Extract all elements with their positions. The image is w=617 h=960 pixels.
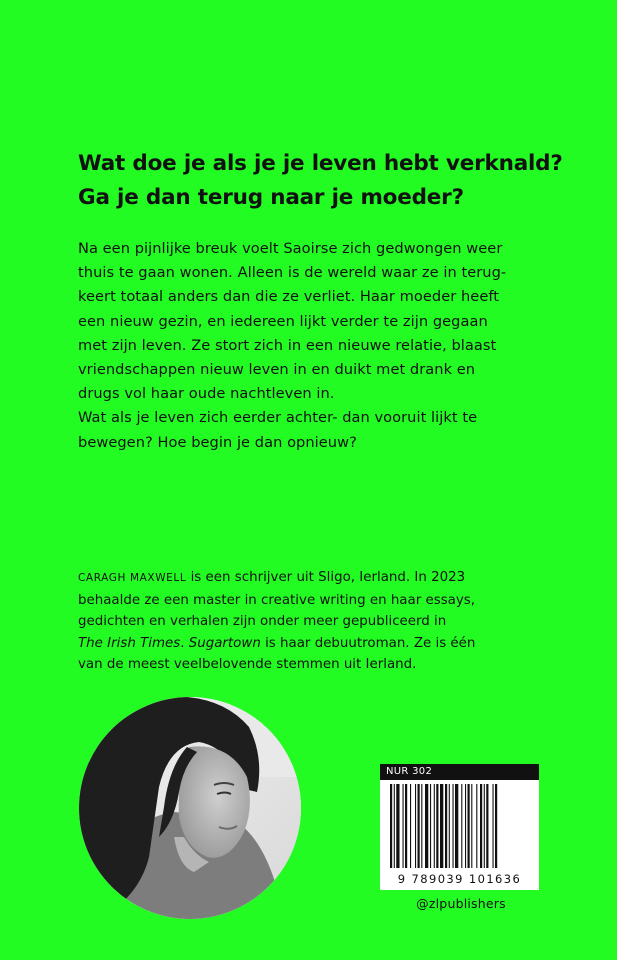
author-photo [79,697,301,919]
blurb-line: een nieuw gezin, en iedereen lijkt verder te zijn gegaan [78,312,488,330]
bio-text: . [180,635,189,651]
author-portrait-illustration [79,697,301,919]
barcode-bars [388,784,531,868]
blurb-line: thuis te gaan wonen. Alleen is de wereld waar ze in terug- [78,264,507,282]
blurb-line: drugs vol haar oude nachtleven in. [78,385,335,403]
blurb-line: vriendschappen nieuw leven in en duikt met drank en [78,361,476,379]
blurb-line: met zijn leven. Ze stort zich in een nieuwe relatie, blaast [78,336,497,354]
publication-title: The Irish Times [78,635,181,651]
book-title: Sugartown [188,635,261,651]
publisher-handle: @zlpublishers [416,896,506,911]
isbn-number: 9 789039 101636 [397,872,522,886]
headline-line-1: Wat doe je als je je leven hebt verknald? [78,151,563,176]
bio-line-1 [78,567,578,590]
blurb-line: bewegen? Hoe begin je dan opnieuw? [78,433,357,451]
author-name: CARAGH MAXWELL [78,572,187,584]
blurb [78,237,578,455]
bio-text: is een schrijver uit Sligo, Ierland. In 2023 [186,570,466,585]
author-bio [78,567,578,676]
bio-line-5: van de meest veelbelovende stemmen uit Ierland. [78,657,417,673]
bio-text: is haar debuutroman. Ze is één [260,635,476,651]
headline [78,147,578,215]
headline-line-2: Ga je dan terug naar je moeder? [78,185,464,210]
bio-line-4 [78,633,578,655]
blurb-line: Wat als je leven zich eerder achter- dan vooruit lijkt te [78,409,478,427]
bio-line-2: behaalde ze een master in creative writing en haar essays, [78,592,476,608]
blurb-line: keert totaal anders dan die ze verliet. Haar moeder heeft [78,288,500,306]
nur-label: NUR 302 [380,764,539,780]
isbn-barcode [380,780,539,890]
bio-line-3: gedichten en verhalen zijn onder meer gepubliceerd in [78,614,447,630]
blurb-line: Na een pijnlijke breuk voelt Saoirse zich gedwongen weer [78,240,503,257]
